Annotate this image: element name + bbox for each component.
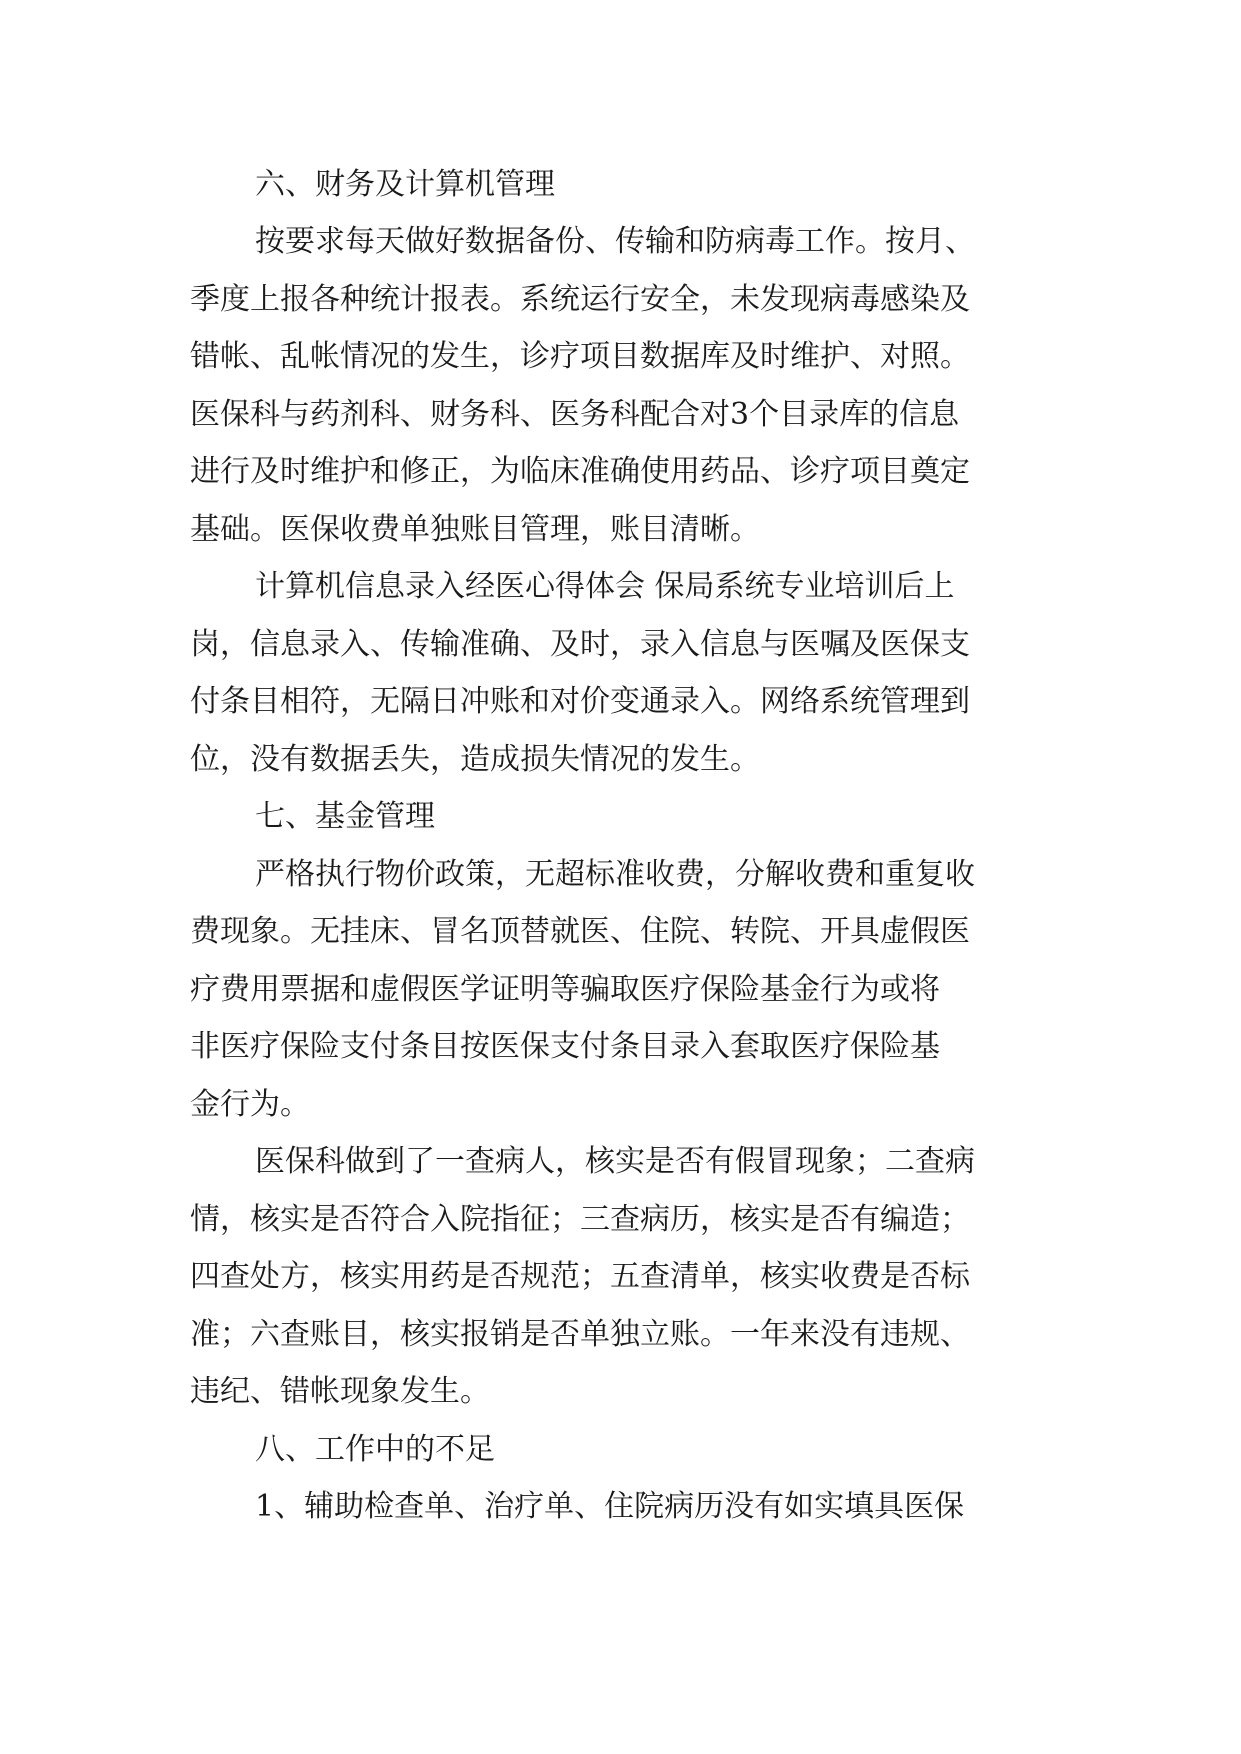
paragraph-line: 位，没有数据丢失，造成损失情况的发生。 — [190, 742, 760, 777]
paragraph-line: 错帐、乱帐情况的发生，诊疗项目数据库及时维护、对照。 — [190, 339, 970, 374]
heading-section-8: 八、工作中的不足 — [255, 1432, 495, 1467]
paragraph-line: 季度上报各种统计报表。系统运行安全，未发现病毒感染及 — [190, 282, 970, 317]
paragraph-line: 基础。医保收费单独账目管理，账目清晰。 — [190, 512, 760, 547]
paragraph-line: 岗，信息录入、传输准确、及时，录入信息与医嘱及医保支 — [190, 627, 970, 662]
paragraph-line: 医保科做到了一查病人，核实是否有假冒现象；二查病 — [255, 1144, 975, 1179]
paragraph-line: 四查处方，核实用药是否规范；五查清单，核实收费是否标 — [190, 1259, 970, 1294]
paragraph-line: 非医疗保险支付条目按医保支付条目录入套取医疗保险基 — [190, 1029, 940, 1064]
paragraph-line: 情，核实是否符合入院指征；三查病历，核实是否有编造； — [190, 1202, 970, 1237]
paragraph-line: 金行为。 — [190, 1087, 310, 1122]
paragraph-line: 1、辅助检查单、治疗单、住院病历没有如实填具医保 — [255, 1489, 965, 1524]
paragraph-line: 疗费用票据和虚假医学证明等骗取医疗保险基金行为或将 — [190, 972, 940, 1007]
heading-section-6: 六、财务及计算机管理 — [255, 167, 555, 202]
paragraph-line: 违纪、错帐现象发生。 — [190, 1374, 490, 1409]
paragraph-line: 计算机信息录入经医心得体会 保局系统专业培训后上 — [255, 569, 955, 604]
paragraph-line: 医保科与药剂科、财务科、医务科配合对3个目录库的信息 — [190, 397, 960, 432]
paragraph-line: 付条目相符，无隔日冲账和对价变通录入。网络系统管理到 — [190, 684, 970, 719]
paragraph-line: 按要求每天做好数据备份、传输和防病毒工作。按月、 — [255, 224, 975, 259]
paragraph-line: 准；六查账目，核实报销是否单独立账。一年来没有违规、 — [190, 1317, 970, 1352]
heading-section-7: 七、基金管理 — [255, 799, 435, 834]
paragraph-line: 严格执行物价政策，无超标准收费，分解收费和重复收 — [255, 857, 975, 892]
paragraph-line: 费现象。无挂床、冒名顶替就医、住院、转院、开具虚假医 — [190, 914, 970, 949]
paragraph-line: 进行及时维护和修正，为临床准确使用药品、诊疗项目奠定 — [190, 454, 970, 489]
